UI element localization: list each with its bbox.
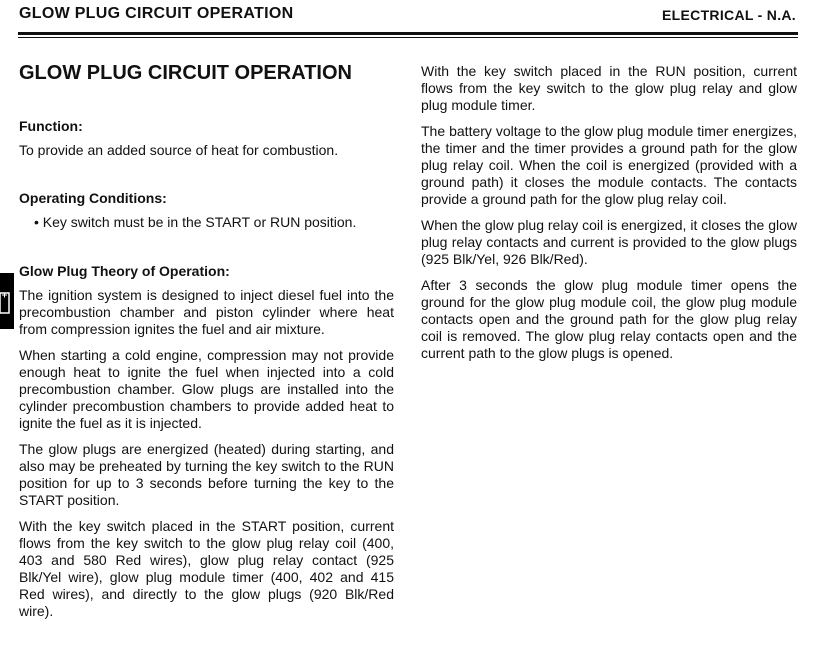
operating-conditions-bullet: • Key switch must be in the START or RUN position. xyxy=(34,214,357,230)
paragraph: When the glow plug relay coil is energized, it closes the glow plug relay contacts and current is provided to the glow plugs (925 Blk/Yel, 926 Blk/Red). xyxy=(421,217,797,267)
paragraph: After 3 seconds the glow plug module timer opens the ground for the glow plug module coil, the glow plug module contacts open and the ground path for the glow plug relay coil is removed. The glow plug relay contacts open and the current path to the glow plugs is opened. xyxy=(421,277,797,361)
section-tab xyxy=(0,273,14,329)
theory-body xyxy=(19,287,394,629)
running-header-title: GLOW PLUG CIRCUIT OPERATION xyxy=(19,5,294,22)
theory-heading: Glow Plug Theory of Operation: xyxy=(19,263,230,279)
operating-conditions-heading: Operating Conditions: xyxy=(19,190,167,206)
running-header-section: ELECTRICAL - N.A. xyxy=(662,7,796,23)
paragraph: The glow plugs are energized (heated) during starting, and also may be preheated by turning the key switch to the RUN position for up to 3 seconds before turning the key to the START position. xyxy=(19,441,394,508)
paragraph: The ignition system is designed to inject diesel fuel into the precombustion chamber and piston cylinder where heat from compression ignites the fuel and air mixture. xyxy=(19,287,394,337)
paragraph: When starting a cold engine, compression may not provide enough heat to ignite the fuel when injected into a cold precombustion chamber. Glow plugs are installed into the cylinder precombustion chambers to provide added heat to ignite the fuel as it is injected. xyxy=(19,347,394,431)
page-title: GLOW PLUG CIRCUIT OPERATION xyxy=(19,62,352,84)
battery-icon xyxy=(0,289,14,315)
function-heading: Function: xyxy=(19,118,83,134)
right-column xyxy=(421,63,797,371)
header-rule-thick xyxy=(18,32,798,35)
paragraph: With the key switch placed in the START position, current flows from the key switch to the glow plug relay coil (400, 403 and 580 Red wires), glow plug relay contact (925 Blk/Yel wire), glow plug module timer (400, 402 and 415 Red wires), and directly to the glow plugs (920 Blk/Red wire). xyxy=(19,518,394,619)
function-text: To provide an added source of heat for combustion. xyxy=(19,142,339,158)
header-rule-thin xyxy=(18,37,798,38)
paragraph: With the key switch placed in the RUN position, current flows from the key switch to the glow plug relay and glow plug module timer. xyxy=(421,63,797,113)
paragraph: The battery voltage to the glow plug module timer energizes, the timer and the timer provides a ground path for the glow plug relay coil. When the coil is energized (provided with a ground path) it closes the module contacts. The contacts provide a ground path for the glow plug relay coil. xyxy=(421,123,797,207)
